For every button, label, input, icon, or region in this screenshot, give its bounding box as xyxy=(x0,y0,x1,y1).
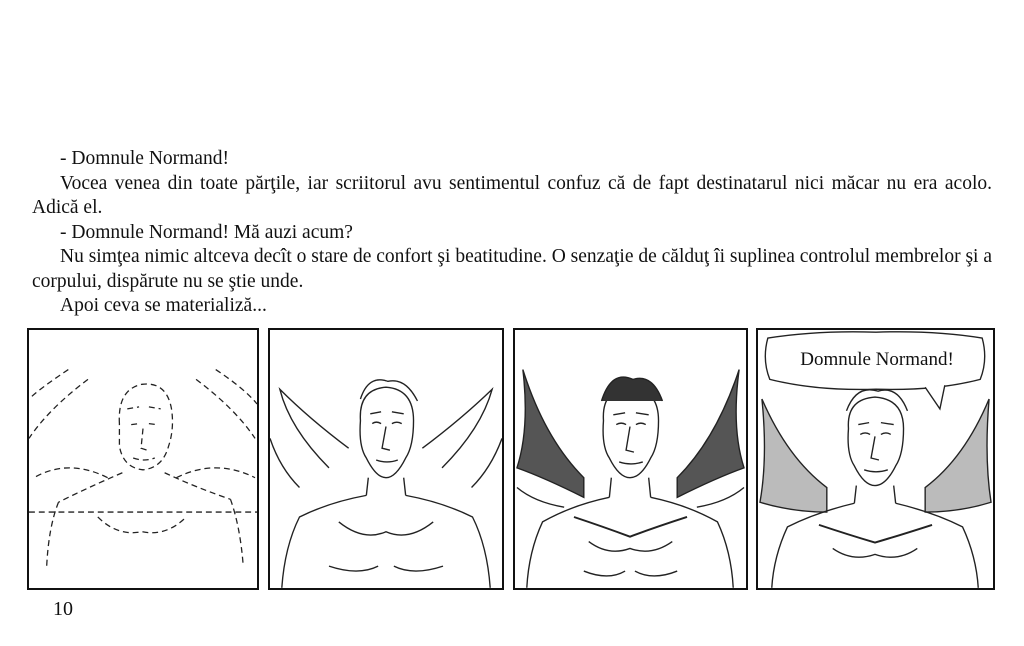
paragraph-4: Nu simţea nimic altceva decît o stare de confort şi beatitudine. O senzaţie de călduţ îi suplinea controlul membrelor şi a corpului, dispărute nu se ştie unde. xyxy=(32,246,992,292)
man-faint-wings-drawing xyxy=(270,330,502,588)
paragraph-2: Vocea venea din toate părţile, iar scriitorul avu sentimentul confuz că de fapt destinatarul nici măcar nu era acolo. Adică el. xyxy=(32,172,992,218)
body-text xyxy=(32,147,992,319)
speech-balloon: Domnule Normand! xyxy=(800,349,954,370)
paragraph-1: - Domnule Normand! xyxy=(60,148,229,169)
comic-panel-3 xyxy=(513,328,748,590)
paragraph-3: - Domnule Normand! Mă auzi acum? xyxy=(60,221,353,243)
man-bat-wings-drawing xyxy=(515,330,746,588)
comic-panel-4 xyxy=(756,328,995,590)
comic-panel-2 xyxy=(268,328,504,590)
paragraph-5: Apoi ceva se materializă... xyxy=(60,295,267,316)
comic-panel-1 xyxy=(27,328,259,590)
dashed-figure-drawing xyxy=(29,330,257,588)
page-number: 10 xyxy=(53,598,73,620)
